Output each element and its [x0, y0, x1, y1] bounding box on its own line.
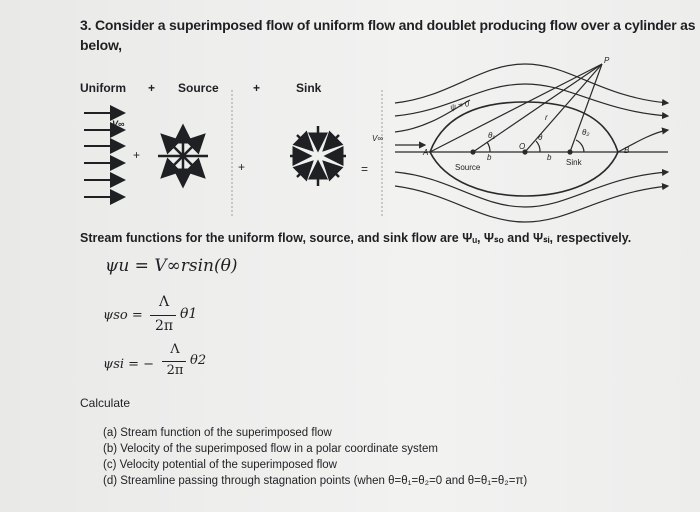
sink-numerator: Λ: [170, 342, 180, 357]
plus-small-2: +: [238, 160, 246, 174]
sink-theta: θ2: [190, 353, 207, 368]
distance-b-right: b: [547, 153, 552, 162]
origin-O-label: O: [519, 142, 526, 151]
uniform-stream-equation: ψu = V∞rsin(θ): [105, 256, 238, 276]
radius-r-label: r: [545, 113, 548, 122]
task-item-d: (d) Streamline passing through stagnation points (when θ=θ₁=θ₂=0 and θ=θ₁=θ₂=π): [103, 475, 528, 487]
rankine-oval-diagram: [395, 64, 668, 222]
source-point-label: Source: [455, 163, 481, 172]
equals-sign: =: [361, 162, 369, 176]
heading-line-2: below,: [80, 37, 122, 53]
v-inf-label-left: V∞: [112, 119, 125, 129]
plus-sign-1: +: [148, 81, 156, 95]
plus-sign-2: +: [253, 81, 261, 95]
uniform-label: Uniform: [80, 81, 126, 95]
sink-denominator: 2π: [166, 363, 184, 378]
source-theta: θ1: [180, 306, 198, 322]
sink-point-label: Sink: [566, 158, 582, 167]
distance-b-left: b: [487, 153, 492, 162]
sink-equation-lhs: ψsi = −: [103, 357, 155, 372]
task-list: [103, 425, 527, 489]
psi-zero-label: ψ = 0: [449, 99, 471, 112]
theta2-label: θ₂: [582, 128, 590, 137]
sink-fraction-bar: [162, 361, 186, 362]
point-B-label: B: [624, 146, 630, 155]
v-inf-label-right: V∞: [372, 134, 384, 143]
source-numerator: Λ: [158, 294, 170, 310]
sink-label: Sink: [296, 81, 322, 95]
heading-line-1: 3. Consider a superimposed flow of uniform flow and doublet producing flow over a cylinder as: [80, 17, 696, 33]
source-denominator: 2π: [154, 318, 174, 334]
task-item-b: (b) Velocity of the superimposed flow in a polar coordinate system: [103, 443, 438, 455]
source-symbol: [158, 126, 208, 186]
stream-functions-intro: Stream functions for the uniform flow, source, and sink flow are Ψᵤ, Ψₛₒ and Ψₛᵢ, respectively.: [80, 231, 632, 245]
sink-symbol: [290, 126, 346, 186]
task-item-a: (a) Stream function of the superimposed flow: [103, 427, 332, 439]
source-fraction-bar: [150, 315, 176, 316]
theta-label: θ: [538, 133, 543, 142]
theta1-label: θ₁: [488, 131, 495, 140]
source-label: Source: [178, 81, 219, 95]
source-equation-lhs: ψso =: [103, 308, 143, 323]
task-item-c: (c) Velocity potential of the superimposed flow: [103, 459, 337, 471]
point-A-label: A: [423, 148, 429, 157]
calculate-heading: Calculate: [80, 396, 131, 410]
point-P-label: P: [604, 56, 610, 65]
plus-small-1: +: [133, 148, 141, 162]
